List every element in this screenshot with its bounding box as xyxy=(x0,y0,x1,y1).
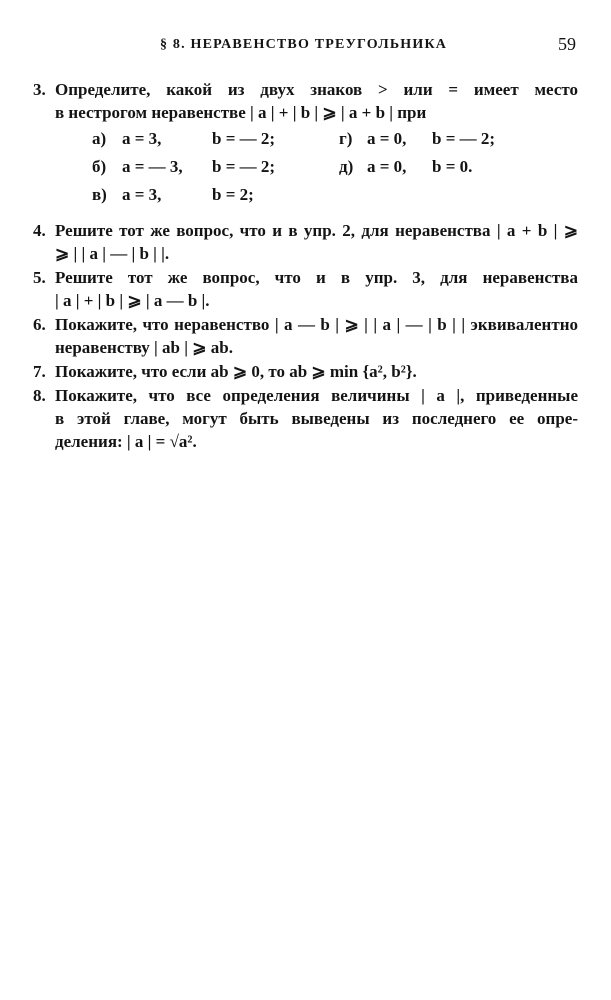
case-a-value: a = 0, xyxy=(367,157,407,176)
exercise-body xyxy=(55,78,578,209)
case-label: д) xyxy=(339,157,354,176)
exercise-number: 4. xyxy=(33,221,46,240)
case-b-value: b = 0. xyxy=(432,157,473,176)
exercise-body xyxy=(55,313,578,359)
case-a-value: a = 3, xyxy=(122,185,162,204)
exercise-body xyxy=(55,384,578,453)
exercise-body xyxy=(55,219,578,265)
case-b-value: b = 2; xyxy=(212,185,254,204)
exercise-number: 3. xyxy=(33,80,46,99)
exercise-6 xyxy=(33,313,578,359)
case-label: в) xyxy=(92,185,107,204)
exercise-text-line: в этой главе, могут быть выведены из последнего ее опре- xyxy=(55,409,578,428)
case-a-value: a = 0, xyxy=(367,129,407,148)
case-label: б) xyxy=(92,157,107,176)
exercise-text-line: Определите, какой из двух знаков > или = имеет место xyxy=(55,80,578,99)
exercise-text-line: Покажите, что все определения величины | a |, приведенные xyxy=(55,386,578,405)
exercise-text-line: Покажите, что если ab ⩾ 0, то ab ⩾ min {a², b²}. xyxy=(55,362,417,381)
exercise-number: 6. xyxy=(33,315,46,334)
exercise-text-line: деления: | a | = √a². xyxy=(55,432,197,451)
exercise-number: 5. xyxy=(33,268,46,287)
exercise-5 xyxy=(33,266,578,312)
case-b-value: b = — 2; xyxy=(432,129,496,148)
page-number: 59 xyxy=(558,34,576,54)
exercise-text-line: | a | + | b | ⩾ | a — b |. xyxy=(55,291,210,310)
exercise-4 xyxy=(33,219,578,265)
exercise-text-line: Решите тот же вопрос, что и в упр. 2, для неравенства | a + b | ⩾ xyxy=(55,221,578,240)
exercise-list xyxy=(33,78,578,453)
exercise-number: 8. xyxy=(33,386,46,405)
exercise-3 xyxy=(33,78,578,209)
case-label: г) xyxy=(339,129,353,148)
exercise-3-cases xyxy=(55,127,578,209)
exercise-text-line: неравенству | ab | ⩾ ab. xyxy=(55,338,233,357)
exercise-body xyxy=(55,360,578,383)
exercise-8 xyxy=(33,384,578,453)
exercise-7 xyxy=(33,360,578,383)
running-header-title: § 8. НЕРАВЕНСТВО ТРЕУГОЛЬНИКА xyxy=(160,37,448,52)
case-a-value: a = 3, xyxy=(122,129,162,148)
case-b-value: b = — 2; xyxy=(212,129,276,148)
case-a-value: a = — 3, xyxy=(122,157,183,176)
exercise-number: 7. xyxy=(33,362,46,381)
exercise-text-line: ⩾ | | a | — | b | |. xyxy=(55,244,170,263)
case-b-value: b = — 2; xyxy=(212,157,276,176)
exercise-text-line: Решите тот же вопрос, что и в упр. 3, для неравенства xyxy=(55,268,578,287)
exercise-text-line: Покажите, что неравенство | a — b | ⩾ | | a | — | b | | эквивалентно xyxy=(55,315,578,334)
exercise-body xyxy=(55,266,578,312)
exercise-text-line: в нестрогом неравенстве | a | + | b | ⩾ | a + b | при xyxy=(55,103,427,122)
case-label: а) xyxy=(92,129,107,148)
